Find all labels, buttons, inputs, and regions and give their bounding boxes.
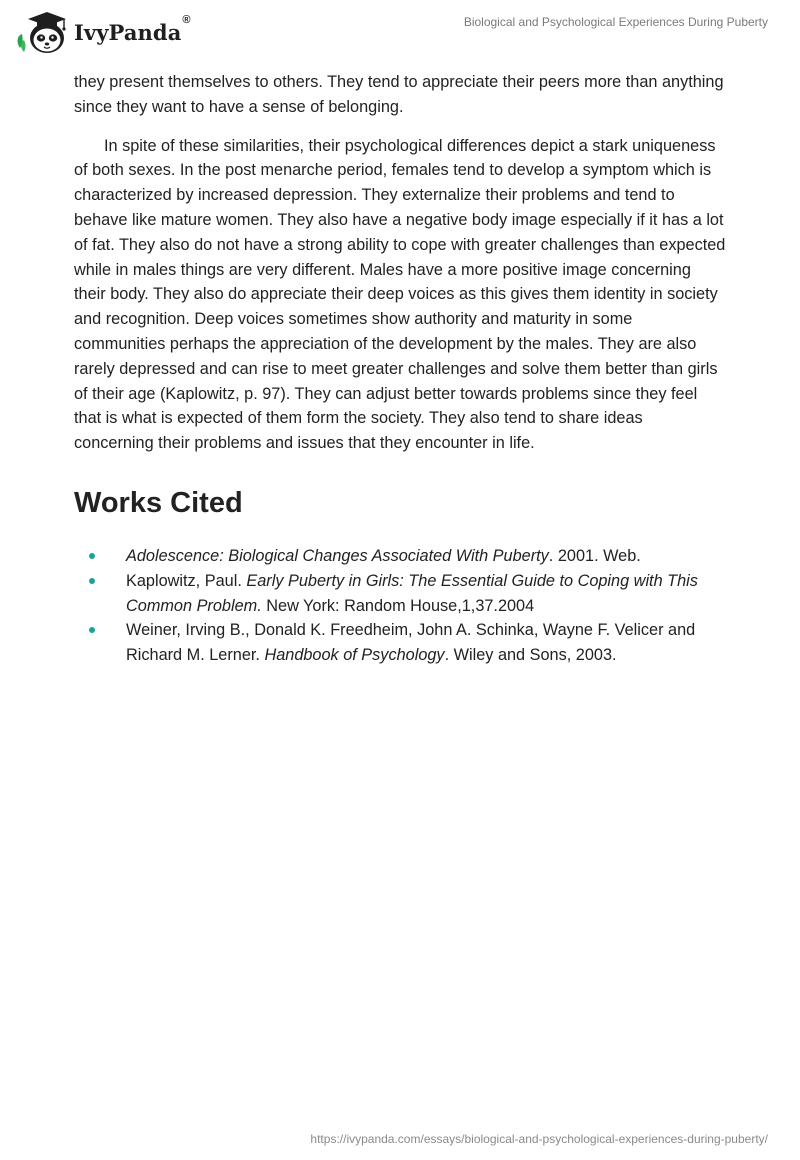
ivypanda-logo[interactable] bbox=[14, 8, 191, 56]
paragraph-continued: they present themselves to others. They tend to appreciate their peers more than anything since they want to have a sense of belonging. bbox=[74, 73, 724, 116]
panda-graduation-cap-icon bbox=[14, 8, 72, 56]
teal-dot-icon bbox=[89, 553, 95, 559]
citation-item bbox=[74, 569, 726, 619]
citation-title: Handbook of Psychology bbox=[264, 646, 445, 665]
page-header bbox=[0, 0, 800, 64]
registered-mark: ® bbox=[182, 13, 191, 26]
paragraph-psychological-differences: In spite of these similarities, their psychological differences depict a stark uniqueness of both sexes. In the post menarche period, females tend to develop a symptom which is characterized by increased depression. They externalize their problems and tend to behave like mature women. They also have a negative body image especially if it has a lot of fat. They also do not have a strong ability to cope with greater challenges than expected while in males things are very different. Males have a more positive image concerning their body. They also do appreciate their deep voices as this gives them identity in society and recognition. Deep voices sometimes show authority and maturity in some communities perhaps the appreciation of the development by the males. They are also rarely depressed and can rise to meet greater challenges and solve them better than girls of their age (Kaplowitz, p. 97). They can adjust better towards problems since they feel that is what is expected of them form the society. They also tend to share ideas concerning their problems and issues that they encounter in life. bbox=[74, 136, 726, 453]
citation-details: . Wiley and Sons, 2003. bbox=[444, 646, 617, 665]
citation-details: New York: Random House,1,37.2004 bbox=[261, 596, 535, 615]
document-title: Biological and Psychological Experiences During Puberty bbox=[463, 15, 768, 29]
works-cited-list bbox=[74, 544, 726, 668]
citation-author: Kaplowitz, Paul. bbox=[126, 571, 247, 590]
brand-name bbox=[74, 13, 191, 45]
essay-content bbox=[74, 70, 726, 668]
source-url[interactable]: https://ivypanda.com/essays/biological-and-psychological-experiences-during-puberty/ bbox=[310, 1132, 768, 1146]
works-cited-heading: Works Cited bbox=[74, 486, 243, 519]
teal-dot-icon bbox=[89, 578, 95, 584]
teal-dot-icon bbox=[89, 627, 95, 633]
brand-name-text: IvyPanda bbox=[74, 19, 182, 45]
citation-item bbox=[74, 618, 726, 668]
citation-title: Adolescence: Biological Changes Associated With Puberty bbox=[126, 546, 549, 565]
citation-item bbox=[74, 544, 726, 569]
citation-title: Early Puberty in Girls: The Essential Guide to Coping with This Common Problem. bbox=[126, 571, 698, 615]
citation-author: Weiner, Irving B., Donald K. Freedheim, John A. Schinka, Wayne F. Velicer and Richard M. Lerner. bbox=[126, 621, 696, 665]
citation-details: . 2001. Web. bbox=[548, 546, 641, 565]
